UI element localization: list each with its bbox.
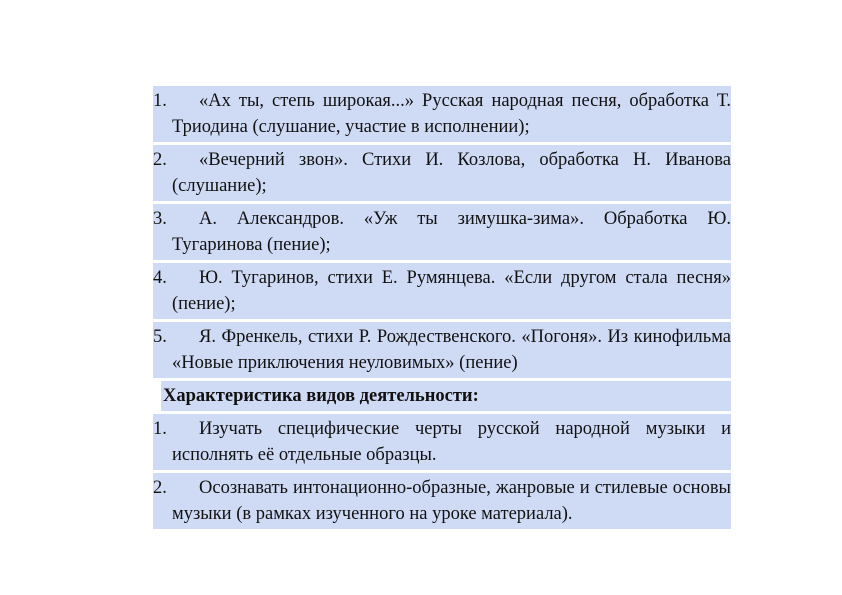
list-item-number: 5. <box>153 327 167 347</box>
list-item-text: Я. Френкель, стихи Р. Рождественского. «Погоня». Из кинофильма «Новые приключения неуловимых» (пение) <box>172 327 731 373</box>
list-item <box>153 473 731 529</box>
activity-heading-row <box>153 381 731 411</box>
list-item <box>153 414 731 470</box>
list-item-text: «Ах ты, степь широкая...» Русская народная песня, обработка Т. Триодина (слушание, участие в исполнении); <box>172 91 731 137</box>
activity-heading: Характеристика видов деятельности: <box>163 386 479 406</box>
list-item <box>153 145 731 201</box>
list-item-number: 1. <box>153 419 167 439</box>
list-item-number: 4. <box>153 268 167 288</box>
list-item-text: «Вечерний звон». Стихи И. Козлова, обработка Н. Иванова (слушание); <box>172 150 731 196</box>
list-item <box>153 86 731 142</box>
list-item-number: 3. <box>153 209 167 229</box>
list-item-number: 1. <box>153 91 167 111</box>
list-item-number: 2. <box>153 478 167 498</box>
list-item-number: 2. <box>153 150 167 170</box>
text-block <box>153 86 731 532</box>
list-item-text: Изучать специфические черты русской народной музыки и исполнять её отдельные образцы. <box>172 419 731 465</box>
list-item <box>153 204 731 260</box>
heading-gap <box>153 381 161 411</box>
list-item-text: Осознавать интонационно-образные, жанровые и стилевые основы музыки (в рамках изученного на уроке материала). <box>172 478 731 524</box>
list-item <box>153 263 731 319</box>
list-item-text: Ю. Тугаринов, стихи Е. Румянцева. «Если другом стала песня» (пение); <box>172 268 731 314</box>
list-item-text: А. Александров. «Уж ты зимушка-зима». Обработка Ю. Тугаринова (пение); <box>172 209 731 255</box>
list-item <box>153 322 731 378</box>
